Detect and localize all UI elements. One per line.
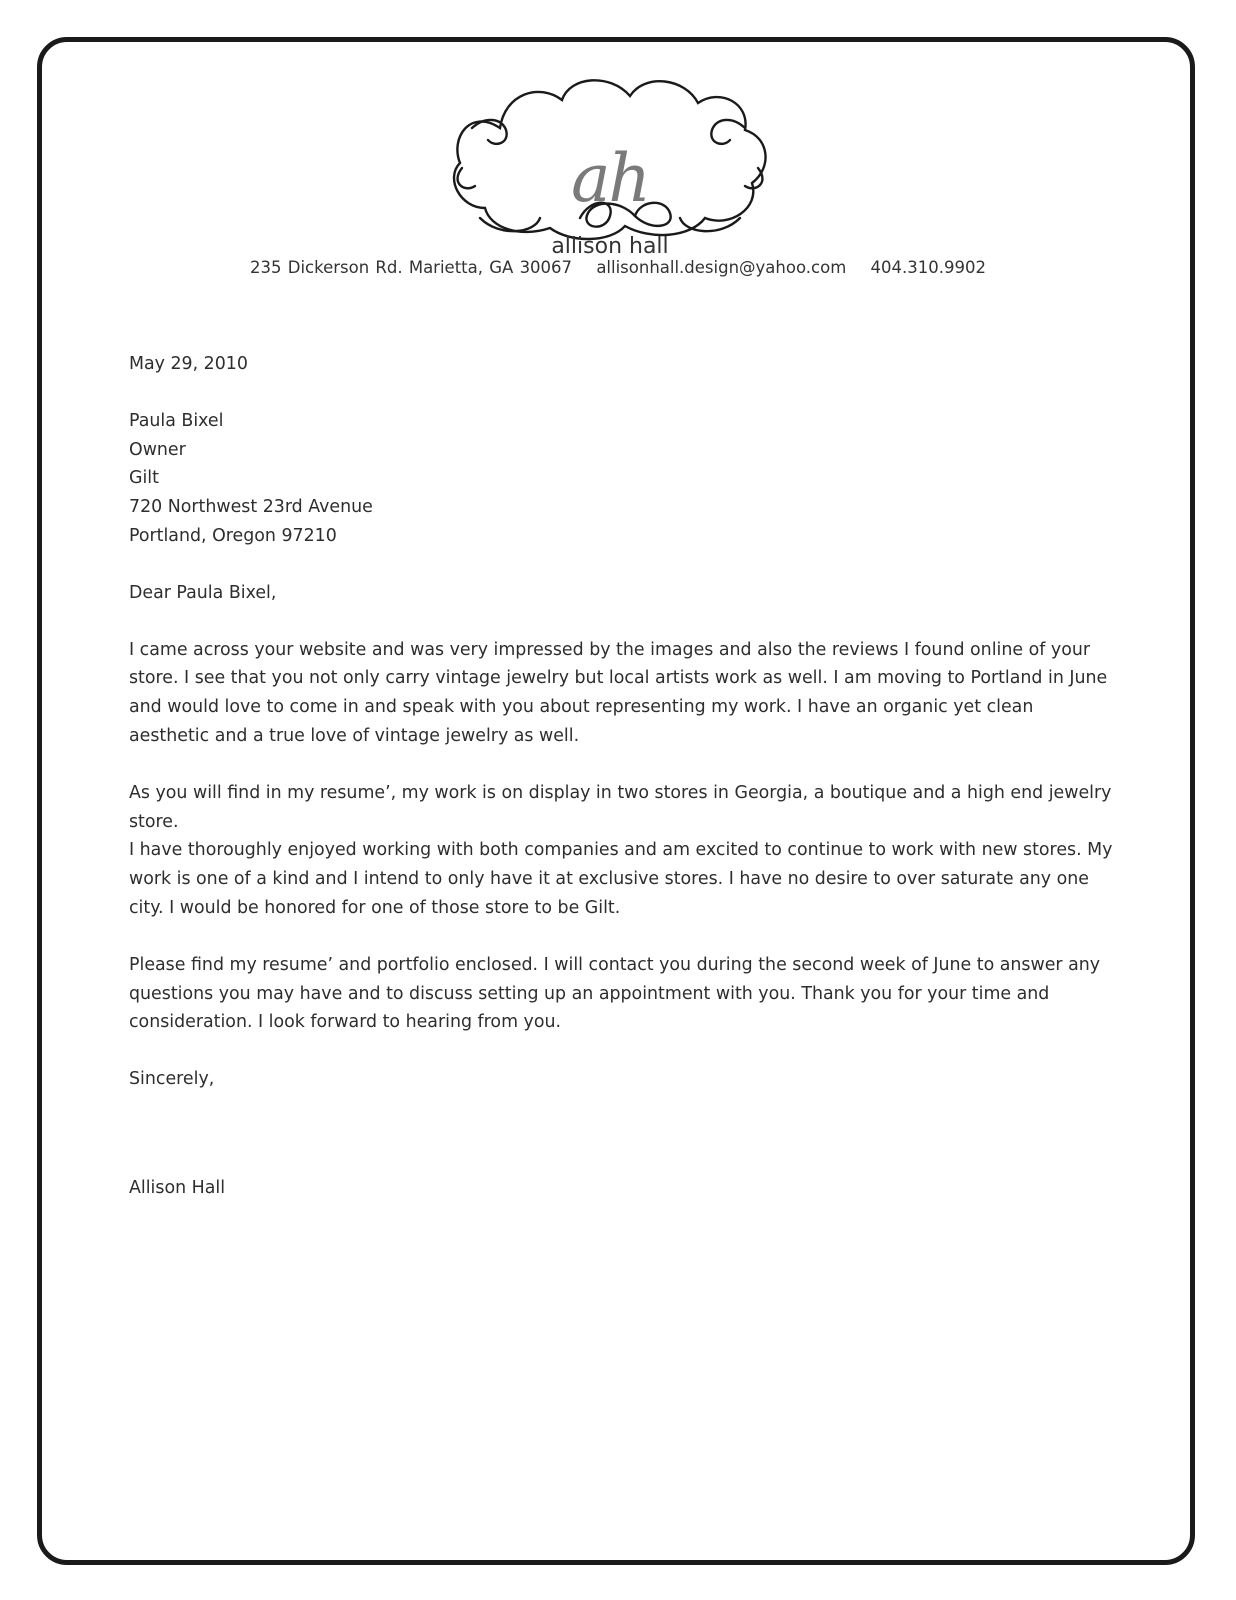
sender-email: allisonhall.design@yahoo.com (596, 258, 847, 277)
signature-name: Allison Hall (129, 1178, 226, 1198)
letter-body (129, 350, 1114, 1094)
sender-address: 235 Dickerson Rd. Marietta, GA 30067 (250, 258, 573, 277)
sender-phone: 404.310.9902 (870, 258, 986, 277)
paragraph-3: Please find my resume’ and portfolio enclosed. I will contact you during the second week of June to answer any questions you may have and to discuss setting up an appointment with you. Thank you for your time and consideration. I look forward to hearing from you. (129, 954, 1101, 1033)
logo-initials: ah (571, 140, 649, 217)
recipient-street: 720 Northwest 23rd Avenue (129, 497, 373, 518)
logo-name: allison hall (551, 234, 669, 259)
closing: Sincerely, (129, 1069, 215, 1090)
salutation: Dear Paula Bixel, (129, 582, 277, 603)
paragraph-2: As you will find in my resume’, my work is on display in two stores in Georgia, a boutique and a high end jewelry store. I have thoroughly enjoyed working with both companies and am excited to continue to work with new stores. My work is one of a kind and I intend to only have it at exclusive stores. I have no desire to over saturate any one city. I would be honored for one of those store to be Gilt. (129, 782, 1113, 918)
recipient-name: Paula Bixel (129, 410, 224, 431)
recipient-address (129, 407, 1114, 551)
recipient-company: Gilt (129, 468, 159, 489)
letter-date: May 29, 2010 (129, 354, 248, 374)
paragraph-1: I came across your website and was very impressed by the images and also the reviews I found online of your store. I see that you not only carry vintage jewelry but local artists work as well. I am moving to Portland in June and would love to come in and speak with you about representing my work. I have an organic yet clean aesthetic and a true love of vintage jewelry as well. (129, 639, 1108, 746)
recipient-city: Portland, Oregon 97210 (129, 525, 337, 546)
contact-line (0, 258, 1236, 277)
logo (440, 68, 780, 259)
recipient-title: Owner (129, 439, 186, 460)
